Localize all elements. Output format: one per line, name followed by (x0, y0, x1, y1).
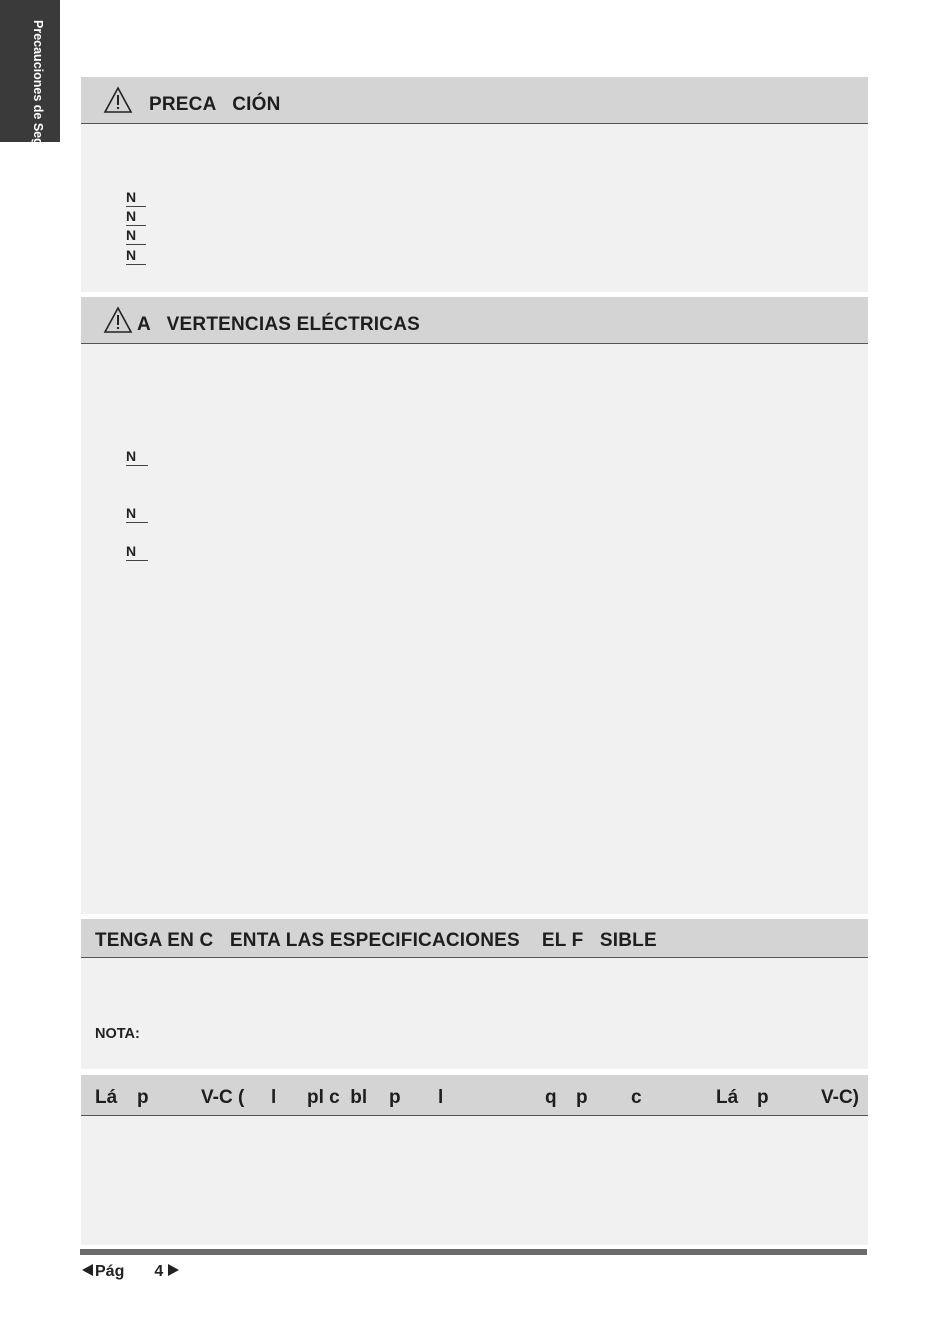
lamp-text-part: Lá (95, 1087, 118, 1108)
electrical-title: A VERTENCIAS ELÉCTRICAS (137, 314, 420, 335)
section-side-tab (0, 0, 60, 184)
lamp-text-part: pl c bl (307, 1087, 368, 1108)
electrical-warnings-panel (81, 297, 868, 914)
page-number: 4 (154, 1263, 164, 1280)
lamp-text-part: V-C ( (201, 1087, 245, 1108)
warning-triangle-icon (103, 306, 133, 334)
note-label: NOTA: (95, 1026, 140, 1042)
lamp-text-part: c (631, 1087, 642, 1108)
next-page-icon[interactable] (168, 1264, 179, 1276)
lamp-header (81, 1075, 868, 1116)
footer-divider (80, 1249, 867, 1255)
previous-page-icon[interactable] (82, 1264, 93, 1276)
precaution-title: PRECA CIÓN (149, 94, 281, 115)
precaution-panel (81, 77, 868, 292)
page-indicator (82, 1263, 179, 1281)
lamp-text-part: p (389, 1087, 401, 1108)
lamp-text-part: l (271, 1087, 277, 1108)
list-item: N (126, 248, 146, 265)
side-tab-label: Precauciones de Seguridad (31, 20, 45, 184)
list-item: N (126, 544, 148, 561)
lamp-text-part: l (438, 1087, 444, 1108)
electrical-header (81, 297, 868, 344)
list-item: N (126, 209, 146, 226)
page-label: Pág (95, 1263, 125, 1280)
fuse-title: TENGA EN C ENTA LAS ESPECIFICACIONES EL F SIBLE (95, 930, 657, 951)
lamp-text-part: p (757, 1087, 769, 1108)
lamp-text-part: p (576, 1087, 588, 1108)
fuse-spec-panel (81, 919, 868, 1069)
precaution-header (81, 77, 868, 124)
list-item: N (126, 190, 146, 207)
list-item: N (126, 228, 146, 245)
lamp-text-part: V-C) (821, 1087, 859, 1108)
fuse-header (81, 919, 868, 958)
lamp-text-part: q (545, 1087, 557, 1108)
list-item: N (126, 506, 148, 523)
warning-triangle-icon (103, 86, 133, 114)
lamp-panel (81, 1075, 868, 1245)
lamp-text-part: Lá (716, 1087, 739, 1108)
list-item: N (126, 449, 148, 466)
lamp-text-part: p (137, 1087, 149, 1108)
